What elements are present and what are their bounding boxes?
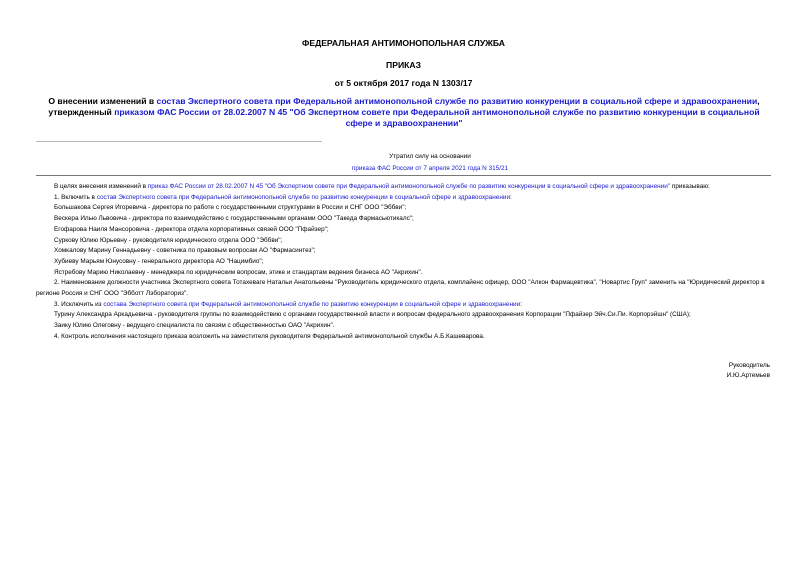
document-body — [36, 182, 771, 343]
intro-order-link[interactable]: приказ ФАС России от 28.02.2007 N 45 "Об Экспертном совете при Федеральной антимонопольной службе по развитию конкуренции в социальной сфере и здравоохранении" — [147, 183, 671, 190]
member-added: Хомкалову Марину Геннадьевну - советника по правовым вопросам АО "Фармасинтез"; — [54, 247, 316, 255]
document-type: ПРИКАЗ — [386, 60, 421, 70]
item-text: 3. Исключить из — [54, 300, 104, 308]
item-text: : — [520, 300, 522, 308]
member-added: Большакова Сергея Игоревича - директора по работе с государственными структурами в России и СНГ ООО "Эббви"; — [54, 204, 407, 212]
document-date-number: от 5 октября 2017 года N 1303/17 — [334, 78, 473, 88]
title-link-expert-council-composition[interactable]: состав Экспертного совета при Федеральной антимонопольной службе по развитию конкуренции в социальной сфере и здравоохранении — [156, 96, 758, 106]
intro-paragraph — [36, 182, 771, 193]
title-text-part: О внесении изменений в — [48, 96, 157, 106]
member-added: Хубиеву Марьям Юнусовну - генерального директора АО "Нацимбио"; — [54, 257, 264, 265]
item-2: 2. Наименование должности участника Экспертного совета Тотахеваге Натальи Анатольевны "Руководитель юридического отдела, комплайенс офицер, ООО "Алкон Фармацевтика", "Новартис Груп" заменить на "Юридический директор в регионе Россия и СНГ ООО "Эбботт Лэбораториз". — [36, 279, 765, 298]
member-added: Ястребову Марию Николаевну - менеджера по юридическим вопросам, этике и стандартам ведения бизнеса АО "Акрихин". — [54, 268, 423, 276]
agency-heading: ФЕДЕРАЛЬНАЯ АНТИМОНОПОЛЬНАЯ СЛУЖБА — [302, 38, 505, 48]
document-title — [34, 96, 774, 128]
signatory-position: Руководитель — [728, 362, 770, 369]
member-added: Суркову Юлию Юрьевну - руководителя юридического отдела ООО "Эббви"; — [54, 236, 283, 244]
member-removed: Турину Александра Аркадьевича - руководителя группы по взаимодействию с органами государственной власти и вопросам федерального здравоохранения Корпорации "Пфайзер Эйч.Си.Пи. Корпорэйшн" (США); — [54, 311, 691, 319]
repeal-note: Утратил силу на основании — [389, 153, 471, 160]
title-link-order-45[interactable]: приказом ФАС России от 28.02.2007 N 45 "Об Экспертном совете при Федеральной антимонопольной службе по развитию конкуренции в социальной сфере и здравоохранении" — [114, 106, 760, 128]
member-removed: Заику Юлию Олеговну - ведущего специалиста по связям с общественностью ОАО "Акрихин". — [54, 322, 335, 330]
divider — [36, 141, 322, 142]
signatory-name: И.Ю.Артемьев — [726, 372, 770, 379]
title-text-part: , утвержденный — [48, 96, 760, 117]
member-added: Егофарова Наиля Мансоровича - директора отдела корпоративных связей ООО "Пфайзер"; — [54, 225, 329, 233]
item-text: : — [510, 193, 512, 201]
item-1 — [36, 193, 771, 204]
item-3-council-link[interactable]: состава Экспертного совета при Федеральной антимонопольной службе по развитию конкуренции в социальной сфере и здравоохранении — [103, 300, 521, 308]
item-text: 1. Включить в — [54, 193, 97, 201]
intro-text: приказываю: — [670, 183, 710, 190]
repeal-note-link-row — [330, 165, 530, 172]
item-3 — [36, 300, 771, 311]
item-4: 4. Контроль исполнения настоящего приказа возложить на заместителя руководителя Федеральной антимонопольной службы А.Б.Кашеварова. — [54, 332, 485, 340]
divider — [36, 175, 771, 176]
member-added: Вескера Илью Львовича - директора по взаимодействию с государственными органами ООО "Такеда Фармасьютикалс"; — [54, 215, 414, 223]
intro-text: В целях внесения изменений в — [54, 183, 148, 190]
item-1-council-link[interactable]: состав Экспертного совета при Федеральной антимонопольной службе по развитию конкуренции в социальной сфере и здравоохранении — [96, 193, 511, 201]
repeal-order-link[interactable]: приказа ФАС России от 7 апреля 2021 года N 315/21 — [351, 165, 509, 172]
